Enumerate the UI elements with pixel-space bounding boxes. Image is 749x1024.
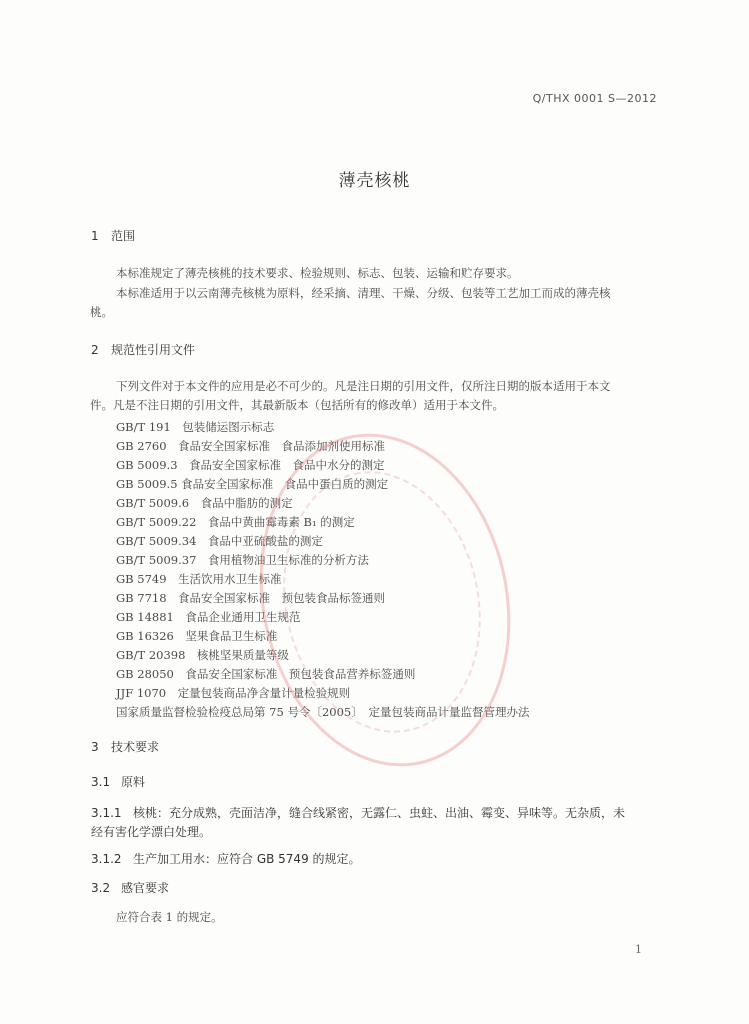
standard-code: Q/THX 0001 S—2012 — [532, 92, 657, 105]
reference-item: GB 2760 食品安全国家标准 食品添加剂使用标准 — [116, 439, 386, 453]
reference-item: GB 5749 生活饮用水卫生标准 — [116, 572, 282, 586]
section-title: 原料 — [121, 775, 146, 789]
scope-paragraph-2: 本标准适用于以云南薄壳核桃为原料，经采摘、清理、干燥、分级、包装等工艺加工而成的薄壳核 — [116, 286, 611, 300]
scope-paragraph-2-cont: 桃。 — [90, 305, 113, 319]
clause-text: 生产加工用水：应符合 GB 5749 的规定。 — [133, 852, 361, 866]
section-number: 3.1 — [91, 775, 111, 789]
reference-item: GB 16326 坚果食品卫生标准 — [116, 629, 278, 643]
reference-item: GB/T 191 包装储运图示标志 — [116, 420, 275, 434]
reference-item: GB/T 5009.34 食品中亚硫酸盐的测定 — [116, 534, 323, 548]
section-number: 2 — [91, 343, 99, 357]
clause-number: 3.1.1 — [91, 806, 122, 820]
references-intro: 下列文件对于本文件的应用是必不可少的。凡是注日期的引用文件，仅所注日期的版本适用于本文 — [116, 379, 611, 393]
reference-item: GB 7718 食品安全国家标准 预包装食品标签通则 — [116, 591, 386, 605]
document-title: 薄壳核桃 — [338, 171, 411, 191]
clause-3-1-1-cont: 经有害化学漂白处理。 — [91, 825, 212, 839]
section-number: 1 — [91, 229, 99, 243]
reference-item: GB 5009.3 食品安全国家标准 食品中水分的测定 — [116, 458, 385, 472]
references-intro-cont: 件。凡是不注日期的引用文件，其最新版本（包括所有的修改单）适用于本文件。 — [90, 398, 504, 412]
reference-item: JJF 1070 定量包装商品净含量计量检验规则 — [116, 686, 351, 700]
reference-item: 国家质量监督检验检疫总局第 75 号令〔2005〕 定量包装商品计量监督管理办法 — [116, 705, 530, 719]
reference-item: GB 5009.5 食品安全国家标准 食品中蛋白质的测定 — [116, 477, 389, 491]
section-title: 规范性引用文件 — [111, 343, 196, 357]
section-number: 3 — [91, 740, 99, 754]
section-1-heading — [91, 227, 135, 244]
clause-text: 核桃：充分成熟，壳面洁净，缝合线紧密，无露仁、虫蛀、出油、霉变、异味等。无杂质，未 — [133, 806, 626, 820]
section-3-1-heading — [91, 773, 145, 790]
reference-item: GB/T 5009.6 食品中脂肪的测定 — [116, 496, 293, 510]
clause-number: 3.1.2 — [91, 852, 122, 866]
scope-paragraph-1: 本标准规定了薄壳核桃的技术要求、检验规则、标志、包装、运输和贮存要求。 — [116, 266, 519, 280]
section-title: 感官要求 — [121, 881, 170, 895]
section-title: 范围 — [111, 229, 136, 243]
page-number: 1 — [635, 943, 642, 956]
reference-item: GB/T 5009.22 食品中黄曲霉毒素 B₁ 的测定 — [116, 515, 355, 529]
section-3-heading — [91, 738, 159, 755]
section-3-2-heading — [91, 879, 169, 896]
clause-3-1-1 — [91, 804, 625, 821]
reference-item: GB 14881 食品企业通用卫生规范 — [116, 610, 301, 624]
section-title: 技术要求 — [111, 740, 160, 754]
reference-item: GB/T 20398 核桃坚果质量等级 — [116, 648, 289, 662]
reference-item: GB 28050 食品安全国家标准 预包装食品营养标签通则 — [116, 667, 416, 681]
reference-item: GB/T 5009.37 食用植物油卫生标准的分析方法 — [116, 553, 369, 567]
section-2-heading — [91, 341, 195, 358]
section-number: 3.2 — [91, 881, 111, 895]
clause-3-1-2 — [91, 850, 361, 867]
sensory-requirement-text: 应符合表 1 的规定。 — [116, 910, 223, 924]
